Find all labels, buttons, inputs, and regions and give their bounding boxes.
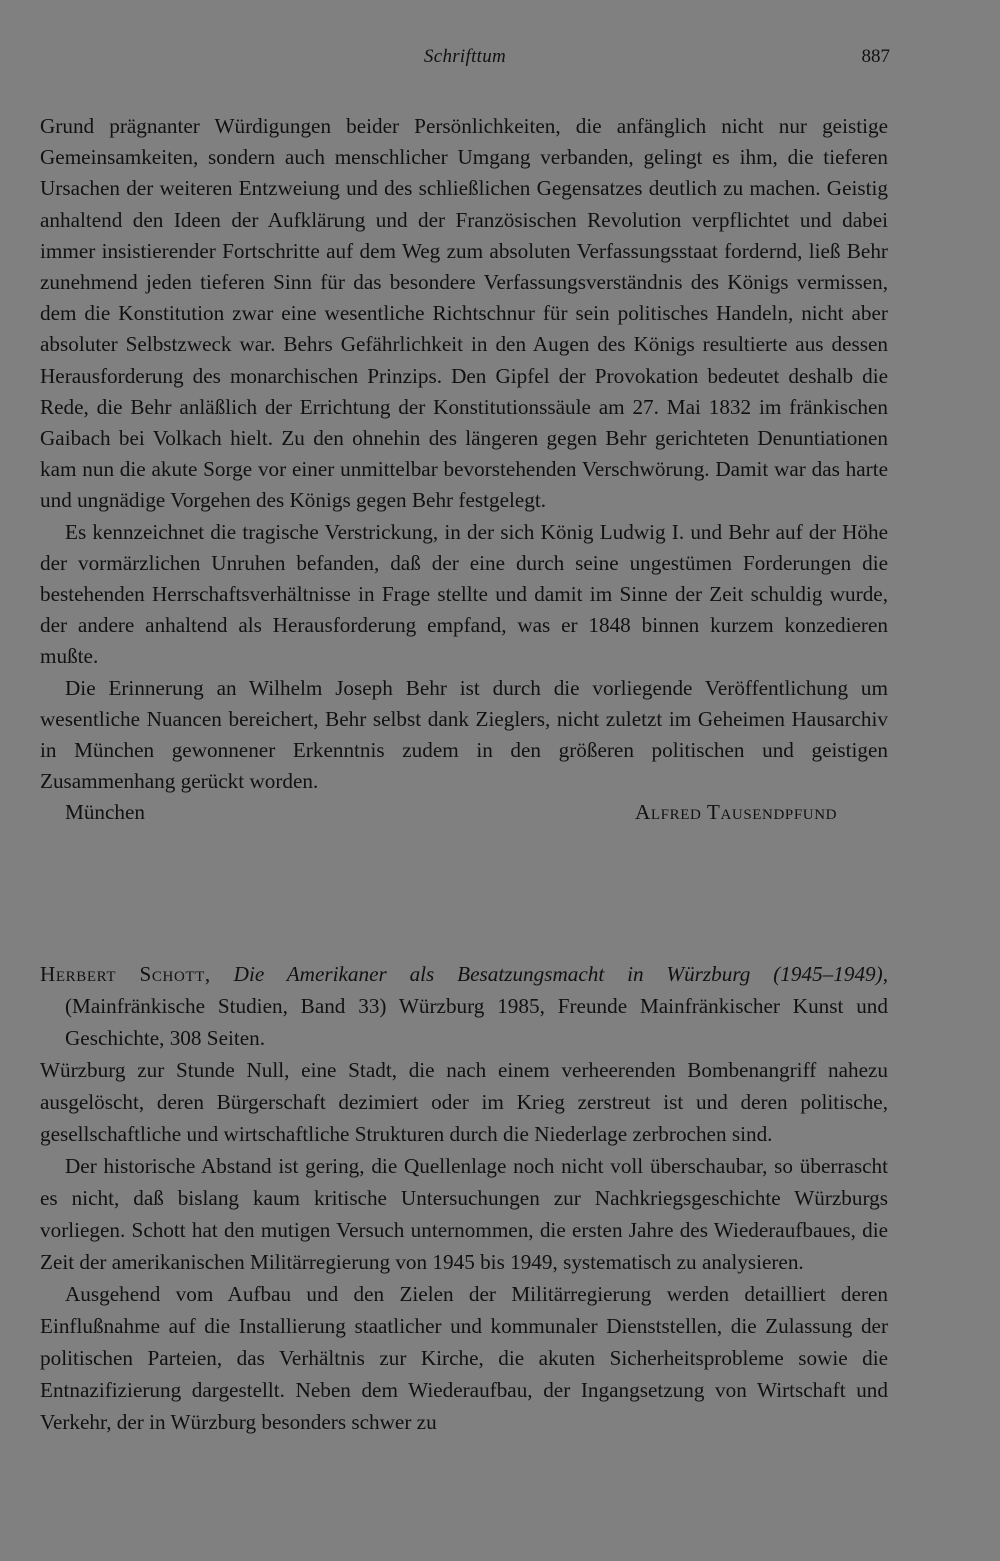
review-signature bbox=[40, 797, 888, 828]
review-paragraph: Grund prägnanter Würdigungen beider Persönlichkeiten, die anfänglich nicht nur geistige Gemeinsamkeiten, sondern auch menschlicher Umgang verbanden, gelingt es ihm, die tieferen Ursachen der weiteren Entzweiung und des schließlichen Gegensatzes deutlich zu machen. Geistig anhaltend den Ideen der Aufklärung und der Französischen Revolution verpflichtet und dabei immer insistierender Fortschritte auf dem Weg zum absoluten Verfassungsstaat fordernd, ließ Behr zunehmend jeden tieferen Sinn für das besondere Verfassungsverständnis des Königs vermissen, dem die Konstitution zwar eine wesentliche Richtschnur für sein politisches Handeln, nicht aber absoluter Selbstzweck war. Behrs Gefährlichkeit in den Augen des Königs resultierte aus dessen Herausforderung des monarchischen Prinzips. Den Gipfel der Provokation bedeutet deshalb die Rede, die Behr anläßlich der Errichtung der Konstitutionssäule am 27. Mai 1832 im fränkischen Gaibach bei Volkach hielt. Zu den ohnehin des längeren gegen Behr gerichteten Denuntiationen kam nun die akute Sorge vor einer unmittelbar bevorstehenden Verschwörung. Damit war das harte und ungnädige Vorgehen des Königs gegen Behr festgelegt. bbox=[40, 114, 888, 513]
review-continuation bbox=[40, 111, 888, 828]
publication-details: (Mainfränkische Studien, Band 33) Würzburg 1985, Freunde Mainfränkischer Kunst und Geschichte, 308 Seiten. bbox=[65, 994, 888, 1050]
bibliographic-entry bbox=[40, 958, 888, 1054]
running-head-title: Schrifttum bbox=[423, 46, 507, 67]
page-number: 887 bbox=[861, 46, 890, 67]
signature-place: München bbox=[65, 800, 146, 825]
review-schott bbox=[40, 958, 888, 1438]
review-paragraph: Der historische Abstand ist gering, die Quellenlage noch nicht voll überschaubar, so überrascht es nicht, daß bislang kaum kritische Untersuchungen zur Nachkriegsgeschichte Würzburgs vorliegen. Schott hat den mutigen Versuch unternommen, die ersten Jahre des Wiederaufbaues, die Zeit der amerikanischen Militärregierung von 1945 bis 1949, systematisch zu analysieren. bbox=[40, 1154, 888, 1274]
signature-author: Alfred Tausendpfund bbox=[635, 800, 838, 825]
review-paragraph: Würzburg zur Stunde Null, eine Stadt, die nach einem verheerenden Bombenangriff nahezu ausgelöscht, deren Bürgerschaft dezimiert oder im Krieg zerstreut ist und deren politische, gesellschaftliche und wirtschaftliche Strukturen durch die Niederlage zerbrochen sind. bbox=[40, 1058, 888, 1146]
review-paragraph: Es kennzeichnet die tragische Verstrickung, in der sich König Ludwig I. und Behr auf der Höhe der vormärzlichen Unruhen befanden, daß der eine durch seine ungestümen Forderungen die bestehenden Herrschaftsverhältnisse in Frage stellte und damit im Sinne der Zeit schuldig wurde, der andere anhaltend als Herausforderung empfand, was er 1848 binnen kurzem konzedieren mußte. bbox=[40, 519, 888, 669]
book-author: Herbert Schott, bbox=[40, 962, 211, 986]
review-paragraph: Ausgehend vom Aufbau und den Zielen der Militärregierung werden detailliert deren Einflußnahme auf die Installierung staatlicher und kommunaler Dienststellen, die Zulassung der politischen Parteien, das Verhältnis zur Kirche, die akuten Sicherheitsprobleme sowie die Entnazifizierung dargestellt. Neben dem Wiederaufbau, der Ingangsetzung von Wirtschaft und Verkehr, der in Würzburg besonders schwer zu bbox=[40, 1282, 888, 1434]
book-title: Die Amerikaner als Besatzungsmacht in Würzburg (1945–1949), bbox=[233, 962, 888, 986]
running-head bbox=[40, 46, 890, 74]
review-paragraph: Die Erinnerung an Wilhelm Joseph Behr ist durch die vorliegende Veröffentlichung um wesentliche Nuancen bereichert, Behr selbst dank Zieglers, nicht zuletzt im Geheimen Hausarchiv in München gewonnener Erkenntnis zudem in den größeren politischen und geistigen Zusammenhang gerückt worden. bbox=[40, 675, 888, 794]
